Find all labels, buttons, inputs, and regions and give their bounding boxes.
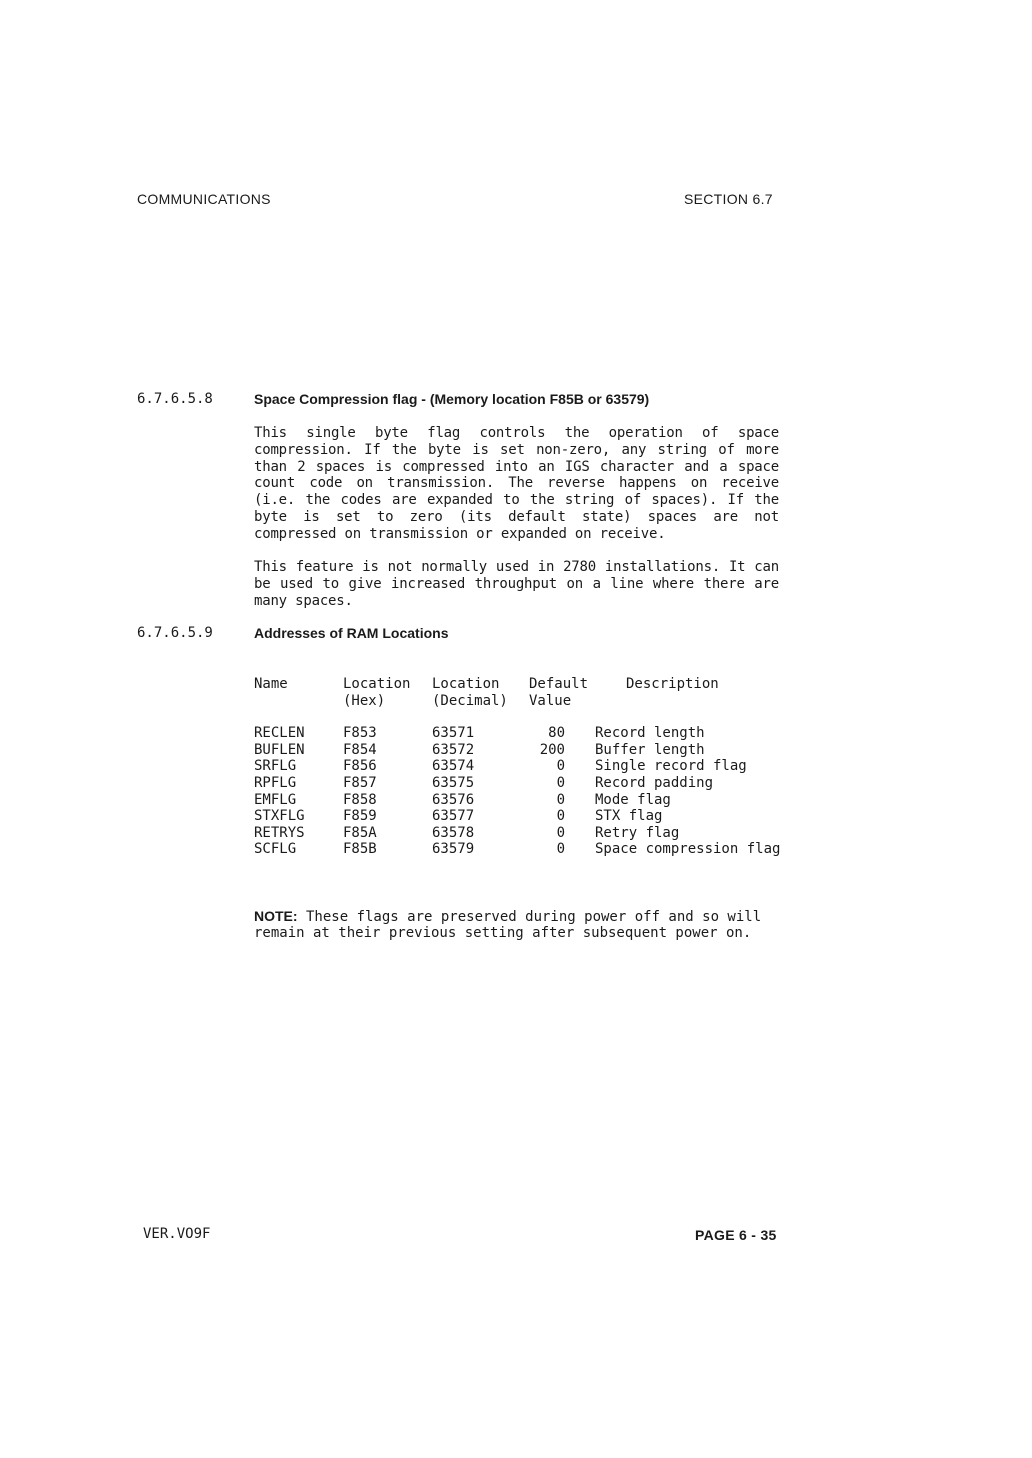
note-text-1: These flags are preserved during power off and so will [306,909,762,925]
section-a-paragraph-1: This single byte flag controls the operation of space compression. If the byte is set non-zero, any string of more than 2 spaces is compressed into an IGS character and a space count code on transmission. The reverse happens on receive (i.e. the codes are expanded to the string of spaces). If the byte is set to zero (its default state) spaces are not compressed on transmission or expanded on receive. [254,425,779,542]
section-a-title: Space Compression flag - (Memory location F85B or 63579) [254,391,650,407]
cell-description: Space compression flag [595,841,781,858]
note-label: NOTE: [254,908,298,924]
cell-name: EMFLG [254,791,297,808]
cell-description: Record length [595,725,705,742]
table-row [254,808,826,825]
ram-locations-table [254,676,826,858]
cell-name: SRFLG [254,758,297,775]
section-b-title: Addresses of RAM Locations [254,625,449,641]
table-row [254,758,826,775]
header-left: COMMUNICATIONS [137,191,271,207]
cell-name: SCFLG [254,841,297,858]
cell-default: 0 [556,758,565,775]
header-dec-2: (Decimal) [432,692,508,709]
section-b-number: 6.7.6.5.9 [137,625,213,641]
cell-dec: 63579 [432,841,475,858]
cell-dec: 63578 [432,824,475,841]
note-line-1 [254,908,761,926]
cell-dec: 63572 [432,741,475,758]
cell-default: 200 [539,741,565,758]
note-text-2: remain at their previous setting after subsequent power on. [254,925,752,941]
header-default-2: Value [529,692,572,709]
cell-name: BUFLEN [254,741,305,758]
cell-name: RPFLG [254,774,297,791]
cell-dec: 63571 [432,725,475,742]
header-right: SECTION 6.7 [684,191,773,207]
header-hex-1: Location [343,676,411,692]
section-a-paragraph-2: This feature is not normally used in 2780 installations. It can be used to give increased throughput on a line where there are many spaces. [254,559,779,609]
cell-hex: F85A [343,824,377,841]
cell-dec: 63576 [432,791,475,808]
cell-hex: F856 [343,758,377,775]
table-row [254,775,826,792]
header-dec-1: Location [432,676,500,692]
cell-default: 0 [556,808,565,825]
cell-description: STX flag [595,808,663,825]
header-default-1: Default [529,676,589,692]
cell-name: RETRYS [254,824,305,841]
footer-left: VER.VO9F [143,1226,211,1242]
cell-hex: F854 [343,741,377,758]
table-row [254,825,826,842]
table-row [254,841,826,858]
cell-default: 0 [556,774,565,791]
table-header-row [254,676,826,693]
cell-hex: F85B [343,841,377,858]
cell-dec: 63574 [432,758,475,775]
cell-default: 80 [548,725,565,742]
table-row [254,725,826,742]
cell-name: RECLEN [254,725,305,742]
cell-description: Mode flag [595,791,671,808]
cell-hex: F859 [343,808,377,825]
cell-dec: 63575 [432,774,475,791]
section-a-number: 6.7.6.5.8 [137,391,213,407]
table-row [254,742,826,759]
cell-description: Retry flag [595,824,680,841]
cell-hex: F857 [343,774,377,791]
cell-default: 0 [556,791,565,808]
cell-description: Record padding [595,774,714,791]
cell-default: 0 [556,824,565,841]
cell-dec: 63577 [432,808,475,825]
header-description: Description [626,676,719,692]
cell-description: Buffer length [595,741,705,758]
cell-description: Single record flag [595,758,747,775]
cell-hex: F853 [343,725,377,742]
footer-right: PAGE 6 - 35 [695,1227,777,1243]
header-name: Name [254,676,288,692]
cell-default: 0 [556,841,565,858]
cell-hex: F858 [343,791,377,808]
header-hex-2: (Hex) [343,692,386,709]
table-row [254,792,826,809]
table-header-row-2 [254,693,826,710]
cell-name: STXFLG [254,808,305,825]
